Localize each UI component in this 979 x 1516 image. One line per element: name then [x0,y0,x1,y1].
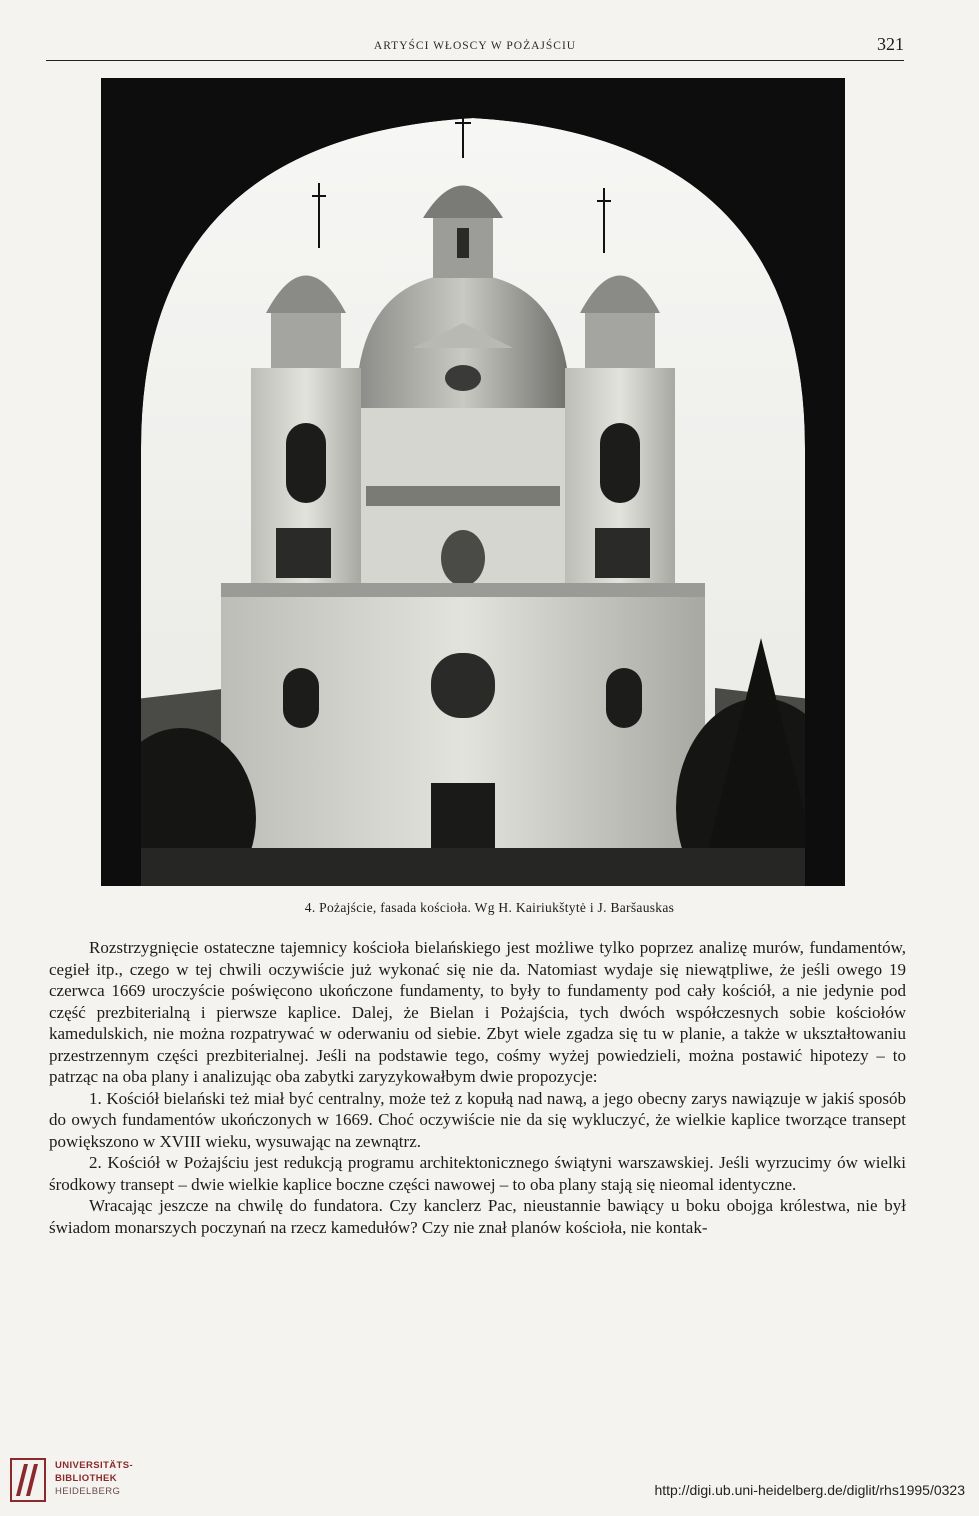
paragraph: Rozstrzygnięcie ostateczne tajemnicy kościoła bielańskiego jest możliwe tylko poprzez analizę murów, fundamentów, cegieł itp., czego w tej chwili oczywiście już wykonać się nie da. Natomiast wydaje się niewątpliwe, że jeśli owego 19 czerwca 1669 uroczyście poświęcono ukończone fundamenty, to były to fundamenty pod cały kościół, a nie jedynie pod część prezbiterialną i pierwsze kaplice. Dalej, że Bielan i Pożajścia, tych dwóch współczesnych sobie kościołów kamedulskich, nie można rozpatrywać w oderwaniu od siebie. Zbyt wiele zgadza się tu w planie, a także w ukształtowaniu przestrzennym części prezbiterialnej. Jeśli na podstawie tego, cośmy wyżej powiedzieli, można postawić hipotezy – to patrząc na oba plany i analizując oba zabytki zaryzykowałbym dwie propozycje: [49,938,906,1086]
library-logo[interactable] [10,1454,160,1504]
running-header [46,34,904,61]
paragraph: 1. Kościół bielański też miał być centralny, może też z kopułą nad nawą, a jego obecny zarys nawiązuje w jakiś sposób do owych fundamentów ukończonych w 1669. Choć oczywiście nie da się wykluczyć, że wielkie kaplice tworzące transept powiększono w XVIII wieku, wysuwając na zewnątrz. [49,1088,906,1151]
paragraph: 2. Kościół w Pożajściu jest redukcją programu architektonicznego świątyni warszawskiej. Jeśli wyrzucimy ów wielki środkowy transept – dwie wielkie kaplice boczne części nawowej – to oba plany stają się nieomal identyczne. [49,1153,906,1194]
church-facade-illustration [101,78,845,886]
page-number: 321 [877,34,904,54]
paragraph: Wracając jeszcze na chwilę do fundatora. Czy kanclerz Pac, nieustannie bawiący u boku obojga królestwa, nie był świadom monarszych poczynań na rzecz kamedułów? Czy nie znał planów kościoła, nie kontak- [49,1196,906,1237]
logo-text-line-2: BIBLIOTHEK [55,1473,118,1484]
figure-caption: 4. Pożajście, fasada kościoła. Wg H. Kairiukštytė i J. Baršauskas [304,900,675,915]
logo-text-line-3: HEIDELBERG [55,1486,121,1497]
body-text [49,937,906,1238]
library-logo-icon [10,1458,46,1502]
church-facade-photo [101,78,845,886]
logo-text-line-1: UNIVERSITÄTS- [55,1460,134,1471]
running-title: ARTYŚCI WŁOSCY W POŻAJŚCIU [373,40,577,52]
source-url-link[interactable]: http://digi.ub.uni-heidelberg.de/diglit/rhs1995/0323 [654,1482,965,1498]
